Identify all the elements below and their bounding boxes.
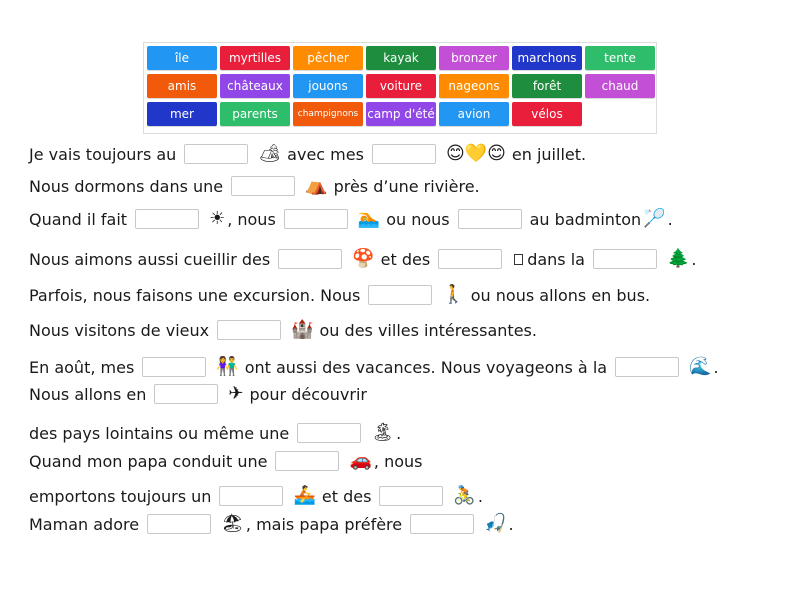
word-chip[interactable]: marchons	[512, 46, 582, 70]
sentence-text: Quand il fait	[29, 209, 128, 229]
word-chip[interactable]: jouons	[293, 74, 363, 98]
tree-icon: 🌲	[666, 248, 690, 269]
word-chip[interactable]: voiture	[366, 74, 436, 98]
car-icon: 🚗	[349, 450, 372, 471]
sentence-line-4	[29, 248, 696, 270]
answer-gap[interactable]	[593, 249, 657, 269]
word-chip[interactable]: vélos	[512, 102, 582, 126]
sentence-text: ou nous	[386, 209, 450, 229]
sentence-text: ont aussi des vacances. Nous voyageons à la	[244, 357, 608, 377]
sentence-line-3	[29, 208, 673, 230]
sentence-text: .	[691, 249, 697, 269]
badminton-icon: 🏸	[643, 208, 666, 229]
sentence-text: Nous dormons dans une	[29, 176, 224, 196]
sentence-line-6	[29, 319, 537, 341]
sentence-text: Nous allons en	[29, 384, 147, 404]
answer-gap[interactable]	[154, 384, 218, 404]
sentence-text: .	[508, 514, 514, 534]
answer-gap[interactable]	[410, 514, 474, 534]
sentence-text: dans la	[527, 249, 585, 269]
sentence-text: emportons toujours un	[29, 486, 212, 506]
airplane-icon: ✈	[228, 383, 244, 404]
word-chip[interactable]: île	[147, 46, 217, 70]
sentence-text: , nous	[227, 209, 276, 229]
friends-icon: 😊💛😊	[445, 143, 506, 164]
answer-gap[interactable]	[615, 357, 679, 377]
cycling-icon: 🚴	[453, 485, 476, 506]
sentence-text: Nous visitons de vieux	[29, 320, 210, 340]
word-chip[interactable]: châteaux	[220, 74, 290, 98]
word-chip[interactable]: mer	[147, 102, 217, 126]
rowing-icon: 🚣	[293, 485, 316, 506]
sentence-line-8	[29, 383, 367, 405]
sentence-line-12	[29, 513, 514, 535]
answer-gap[interactable]	[368, 285, 432, 305]
sentence-text: Quand mon papa conduit une	[29, 451, 268, 471]
sentence-text: des pays lointains ou même une	[29, 423, 290, 443]
sentence-text: avec mes	[287, 144, 364, 164]
sentence-text: Parfois, nous faisons une excursion. Nous	[29, 285, 361, 305]
answer-gap[interactable]	[379, 486, 443, 506]
camp-icon: 🏕	[258, 143, 282, 164]
sentence-text: Maman adore	[29, 514, 140, 534]
word-chip[interactable]: nageons	[439, 74, 509, 98]
sentence-text: En août, mes	[29, 357, 135, 377]
sentence-text: Je vais toujours au	[29, 144, 177, 164]
word-chip[interactable]: champignons	[293, 102, 363, 126]
answer-gap[interactable]	[438, 249, 502, 269]
sentence-text: en juillet.	[511, 144, 587, 164]
sentence-text: Nous aimons aussi cueillir des	[29, 249, 271, 269]
walking-icon: 🚶	[442, 284, 465, 305]
wave-icon: 🌊	[689, 356, 712, 377]
sentence-text: ou des villes intéressantes.	[319, 320, 537, 340]
mushroom-icon: 🍄	[352, 248, 375, 269]
sentence-text: pour découvrir	[249, 384, 367, 404]
sentence-text: .	[477, 486, 483, 506]
sentence-text: .	[667, 209, 673, 229]
answer-gap[interactable]	[231, 176, 295, 196]
sentence-line-11	[29, 485, 483, 507]
answer-gap[interactable]	[458, 209, 522, 229]
answer-gap[interactable]	[275, 451, 339, 471]
sentence-text: , mais papa préfère	[245, 514, 403, 534]
sentence-line-7	[29, 356, 719, 378]
word-chip[interactable]: avion	[439, 102, 509, 126]
sentence-text: et des	[321, 486, 372, 506]
sentence-text: .	[713, 357, 719, 377]
sentence-line-5	[29, 284, 650, 306]
word-chip[interactable]: parents	[220, 102, 290, 126]
word-chip[interactable]: camp d'été	[366, 102, 436, 126]
sentence-line-10	[29, 450, 422, 472]
word-chip[interactable]: pêcher	[293, 46, 363, 70]
tent-icon: ⛺	[305, 175, 328, 196]
swimming-icon: 🏊	[357, 208, 381, 229]
castle-icon: 🏰	[291, 319, 314, 340]
sentence-text: au badminton	[529, 209, 642, 229]
answer-gap[interactable]	[147, 514, 211, 534]
word-chip[interactable]: tente	[585, 46, 655, 70]
answer-gap[interactable]	[278, 249, 342, 269]
couple-icon: 👫	[216, 356, 239, 377]
answer-gap[interactable]	[135, 209, 199, 229]
word-bank	[143, 42, 657, 134]
word-chip[interactable]: amis	[147, 74, 217, 98]
answer-gap[interactable]	[219, 486, 283, 506]
word-chip[interactable]: chaud	[585, 74, 655, 98]
sentence-text: et des	[380, 249, 431, 269]
sentence-line-9	[29, 422, 401, 444]
answer-gap[interactable]	[284, 209, 348, 229]
word-chip[interactable]: myrtilles	[220, 46, 290, 70]
sentence-line-2	[29, 175, 480, 197]
answer-gap[interactable]	[184, 144, 248, 164]
answer-gap[interactable]	[372, 144, 436, 164]
word-chip[interactable]: bronzer	[439, 46, 509, 70]
island-icon: 🏝	[371, 422, 395, 443]
missing-glyph-icon	[514, 254, 523, 265]
sentence-text: , nous	[373, 451, 423, 471]
fishing-icon: 🎣	[484, 513, 507, 534]
sentence-text: ou nous allons en bus.	[470, 285, 651, 305]
sun-icon: ☀	[209, 208, 226, 229]
answer-gap[interactable]	[297, 423, 361, 443]
sentence-text: .	[396, 423, 402, 443]
beach-icon: 🏖	[221, 513, 244, 534]
word-chip[interactable]: kayak	[366, 46, 436, 70]
sentence-text: près d’une rivière.	[333, 176, 480, 196]
answer-gap[interactable]	[142, 357, 206, 377]
word-chip[interactable]: forêt	[512, 74, 582, 98]
sentence-line-1	[29, 143, 586, 165]
answer-gap[interactable]	[217, 320, 281, 340]
